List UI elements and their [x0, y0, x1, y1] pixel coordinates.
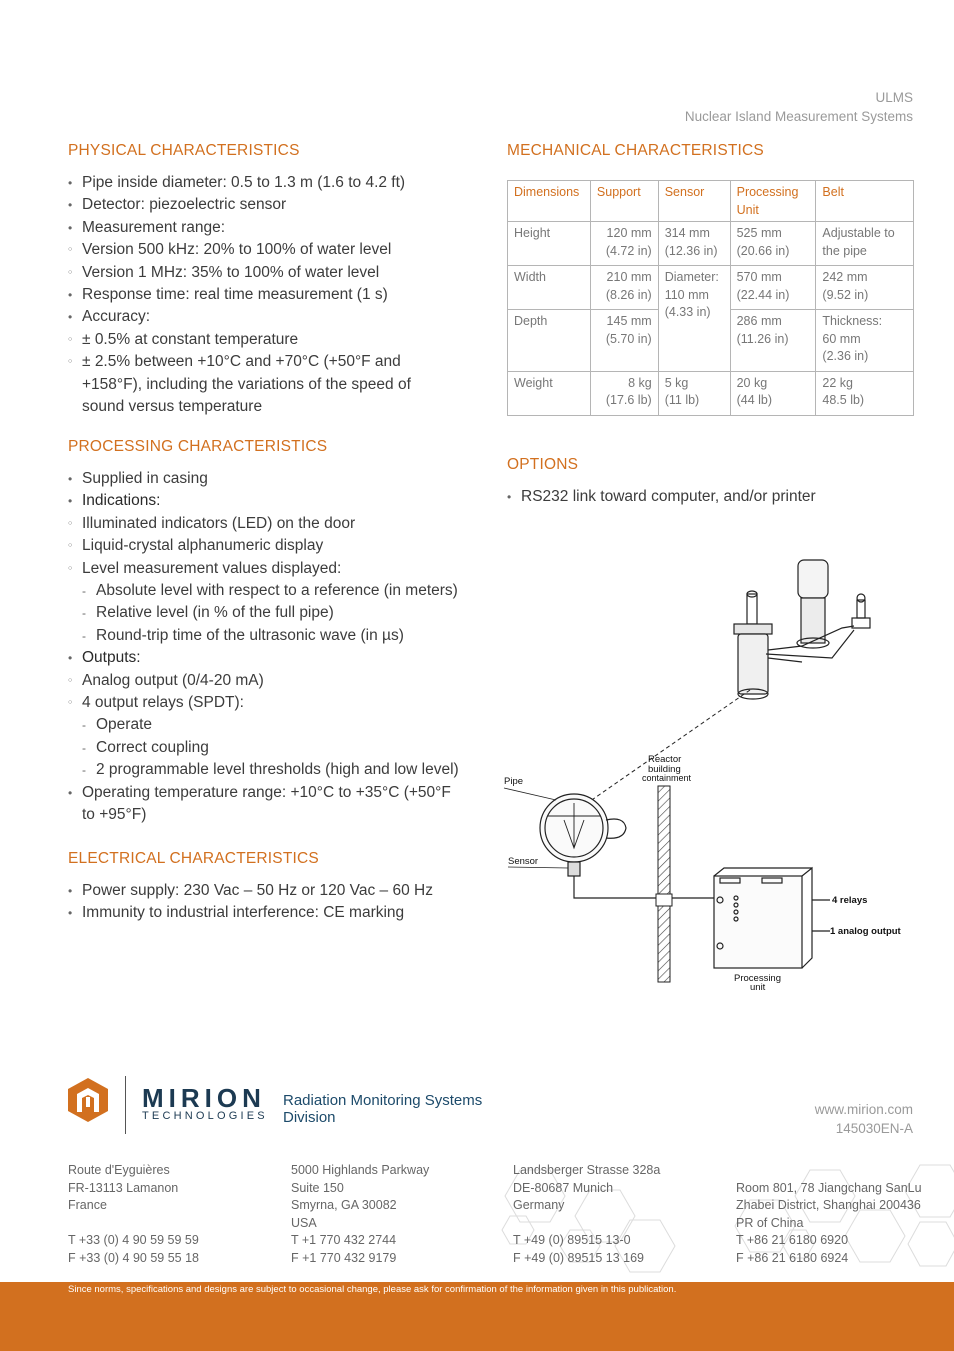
physical-list [68, 172, 468, 418]
list-item: • Indications: [68, 490, 478, 512]
pipe-label: Pipe [504, 776, 524, 787]
sensor-detail-drawing [734, 560, 870, 699]
table-cell: 210 mm (8.26 in) [590, 266, 658, 310]
address-line: Room 801, 78 Jiangchang SanLu [736, 1180, 922, 1195]
dash-bullet-icon [82, 759, 94, 783]
table-cell: Weight [508, 371, 591, 415]
phone-line: T +49 (0) 89515 13-0 [513, 1233, 631, 1248]
table-cell: Depth [508, 310, 591, 372]
table-header-cell: Processing Unit [730, 181, 816, 222]
table-cell: 570 mm (22.44 in) [730, 266, 816, 310]
address-germany [513, 1162, 660, 1268]
list-item-continuation: sound versus temperature [82, 398, 263, 416]
bullet-icon [68, 217, 80, 241]
relays-label: 4 relays [832, 895, 868, 906]
bullet-icon [68, 172, 80, 196]
address-line: France [68, 1198, 107, 1213]
reactor-label: Reactor [648, 754, 682, 765]
analog-output-label: 1 analog output [830, 926, 901, 937]
circle-bullet-icon [68, 239, 80, 262]
table-header-cell: Support [590, 181, 658, 222]
list-item: • Accuracy: [68, 306, 468, 328]
table-row [508, 371, 914, 415]
list-item: ○ Version 1 MHz: 35% to 100% of water level [68, 262, 468, 284]
table-cell: 286 mm (11.26 in) [730, 310, 816, 372]
electrical-list [68, 880, 468, 925]
brand-subtitle: TECHNOLOGIES [142, 1110, 268, 1122]
address-line: Smyrna, GA 30082 [291, 1198, 397, 1213]
product-subtitle: Nuclear Island Measurement Systems [684, 109, 913, 124]
table-cell: 242 mm (9.52 in) [816, 266, 914, 310]
address-france [68, 1162, 199, 1268]
electrical-title: ELECTRICAL CHARACTERISTICS [68, 850, 319, 867]
circle-bullet-icon [68, 262, 80, 285]
list-item: ○ 4 output relays (SPDT): [68, 692, 478, 714]
table-cell: 8 kg (17.6 lb) [590, 371, 658, 415]
brand-name: MIRION [142, 1083, 266, 1113]
web-info [815, 1100, 913, 1138]
list-item: ○ Analog output (0/4-20 mA) [68, 670, 478, 692]
bullet-icon [68, 782, 80, 806]
dash-bullet-icon [82, 602, 94, 626]
processing-title: PROCESSING CHARACTERISTICS [68, 438, 328, 455]
table-cell: 145 mm (5.70 in) [590, 310, 658, 372]
table-cell: 525 mm (20.66 in) [730, 222, 816, 266]
bullet-icon [68, 284, 80, 308]
address-line: Landsberger Strasse 328a [513, 1163, 661, 1177]
list-item-continuation: +158°F), including the variations of the speed of [82, 375, 411, 393]
bullet-icon [68, 647, 80, 671]
list-item-continuation: to +95°F) [82, 806, 147, 824]
table-cell: Diameter: 110 mm (4.33 in) [658, 266, 730, 372]
table-cell: Adjustable to the pipe [816, 222, 914, 266]
table-cell: Height [508, 222, 591, 266]
options-title: OPTIONS [507, 456, 579, 473]
processing-unit-label: Processing [734, 973, 781, 984]
fax-line: F +86 21 6180 6924 [736, 1250, 849, 1265]
address-usa [291, 1162, 429, 1268]
list-item: • Operating temperature range: +10°C to +35°C (+50°F [68, 782, 478, 804]
document-header [685, 88, 913, 126]
list-item: • RS232 link toward computer, and/or printer [507, 486, 907, 508]
bullet-icon [68, 902, 80, 926]
fax-line: F +33 (0) 4 90 59 55 18 [68, 1250, 199, 1265]
address-line: PR of China [736, 1215, 804, 1230]
list-item: ○ Version 500 kHz: 20% to 100% of water level [68, 239, 468, 261]
division-line: Radiation Monitoring Systems [283, 1092, 483, 1109]
address-spacer [68, 1215, 199, 1233]
list-item: ○ Liquid-crystal alphanumeric display [68, 535, 478, 557]
installation-diagram [502, 558, 914, 998]
circle-bullet-icon [68, 670, 80, 693]
product-name: ULMS [875, 90, 913, 105]
dash-bullet-icon [82, 625, 94, 649]
address-line: USA [291, 1215, 317, 1230]
address-line: Suite 150 [291, 1180, 344, 1195]
list-item: ○ ± 2.5% between +10°C and +70°C (+50°F and [68, 351, 468, 373]
address-line: Route d'Eyguières [68, 1163, 170, 1177]
table-cell: Width [508, 266, 591, 310]
address-line: DE-80687 Munich [513, 1180, 614, 1195]
phone-line: T +33 (0) 4 90 59 59 59 [68, 1233, 199, 1248]
list-item: ○ ± 0.5% at constant temperature [68, 329, 468, 351]
table-cell: Thickness: 60 mm (2.36 in) [816, 310, 914, 372]
website-link[interactable]: www.mirion.com [814, 1102, 913, 1117]
list-item: • Measurement range: [68, 217, 468, 239]
list-item: ○ Illuminated indicators (LED) on the door [68, 513, 478, 535]
list-item: - Absolute level with respect to a reference (in meters) [68, 580, 478, 602]
table-cell: 120 mm (4.72 in) [590, 222, 658, 266]
mechanical-table [507, 180, 914, 416]
list-item: - Operate [68, 714, 478, 736]
mechanical-title: MECHANICAL CHARACTERISTICS [507, 142, 764, 159]
table-header-cell: Belt [816, 181, 914, 222]
mirion-logo-icon [68, 1078, 108, 1122]
bullet-icon [507, 486, 519, 510]
circle-bullet-icon [68, 513, 80, 536]
address-spacer [513, 1215, 660, 1233]
reactor-label: building [648, 764, 681, 775]
list-item: - Round-trip time of the ultrasonic wave (in µs) [68, 625, 478, 647]
list-item: - Correct coupling [68, 737, 478, 759]
containment-wall [658, 786, 670, 982]
physical-title: PHYSICAL CHARACTERISTICS [68, 142, 300, 159]
list-item: • Detector: piezoelectric sensor [68, 194, 468, 216]
table-row [508, 266, 914, 310]
address-line: 5000 Highlands Parkway [291, 1163, 430, 1177]
fax-line: F +49 (0) 89515 13 169 [513, 1250, 644, 1265]
table-header-row [508, 181, 914, 222]
circle-bullet-icon [68, 329, 80, 352]
dash-bullet-icon [82, 580, 94, 604]
address-line: Zhabei District, Shanghai 200436 [736, 1198, 921, 1213]
document-code: 145030EN-A [835, 1121, 913, 1136]
address-line: Germany [513, 1198, 565, 1213]
division-name [283, 1092, 482, 1126]
table-cell: 20 kg (44 lb) [730, 371, 816, 415]
sensor-cable [574, 876, 656, 898]
dash-bullet-icon [82, 737, 94, 761]
address-china [736, 1162, 922, 1268]
phone-line: T +86 21 6180 6920 [736, 1233, 849, 1248]
address-line: FR-13113 Lamanon [68, 1180, 179, 1195]
address-spacer [736, 1162, 922, 1180]
list-item: • Supplied in casing [68, 468, 478, 490]
list-item: - Relative level (in % of the full pipe) [68, 602, 478, 624]
table-header-cell: Dimensions [508, 181, 591, 222]
table-row [508, 222, 914, 266]
circle-bullet-icon [68, 535, 80, 558]
processing-unit-label: unit [750, 982, 766, 993]
table-header-cell: Sensor [658, 181, 730, 222]
table-cell: 22 kg 48.5 lb) [816, 371, 914, 415]
bullet-icon [68, 194, 80, 218]
bullet-icon [68, 306, 80, 330]
pipe-drawing [540, 794, 626, 876]
list-item: - 2 programmable level thresholds (high and low level) [68, 759, 478, 781]
list-item: • Response time: real time measurement (1 s) [68, 284, 468, 306]
list-item: • Power supply: 230 Vac – 50 Hz or 120 Vac – 60 Hz [68, 880, 468, 902]
circle-bullet-icon [68, 558, 80, 581]
bullet-icon [68, 490, 80, 514]
table-cell: 314 mm (12.36 in) [658, 222, 730, 266]
division-line: Division [283, 1109, 336, 1126]
list-item: • Pipe inside diameter: 0.5 to 1.3 m (1.6 to 4.2 ft) [68, 172, 468, 194]
footer-disclaimer: Since norms, specifications and designs are subject to occasional change, please ask for confirmation of the information given in this publication. [68, 1284, 677, 1295]
processing-list [68, 468, 478, 827]
logo-divider [125, 1076, 126, 1134]
bullet-icon [68, 880, 80, 904]
list-item: ○ Level measurement values displayed: [68, 558, 478, 580]
phone-line: T +1 770 432 2744 [291, 1233, 397, 1248]
circle-bullet-icon [68, 351, 80, 374]
dash-bullet-icon [82, 714, 94, 738]
table-cell: 5 kg (11 lb) [658, 371, 730, 415]
list-item: • Immunity to industrial interference: CE marking [68, 902, 468, 924]
list-item: • Outputs: [68, 647, 478, 669]
processing-unit-drawing [714, 868, 830, 968]
fax-line: F +1 770 432 9179 [291, 1250, 397, 1265]
options-list [507, 486, 907, 508]
reactor-label: containment [642, 773, 692, 783]
circle-bullet-icon [68, 692, 80, 715]
sensor-label: Sensor [508, 856, 539, 867]
bullet-icon [68, 468, 80, 492]
